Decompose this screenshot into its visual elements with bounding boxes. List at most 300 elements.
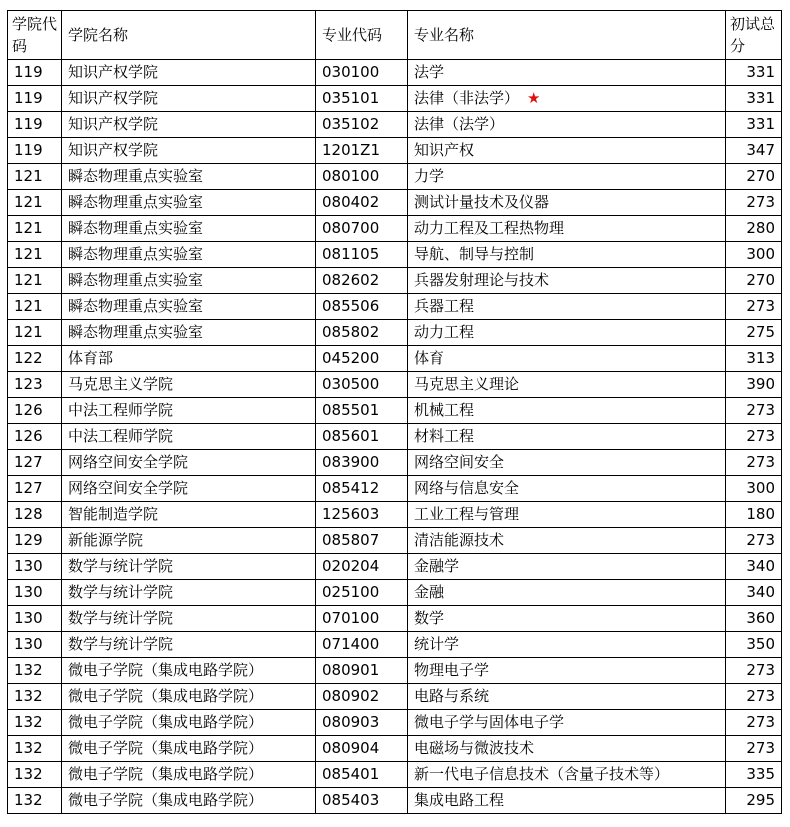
college-code-cell-text: 126 [14, 401, 43, 419]
college-code-cell-text: 132 [14, 739, 43, 757]
major-code-cell-text: 035101 [322, 89, 380, 107]
major-code-cell [316, 398, 408, 424]
major-name-cell-text: 动力工程 [414, 323, 475, 341]
college-name-cell [62, 294, 316, 320]
college-code-cell-text: 119 [14, 115, 43, 133]
major-name-cell [408, 476, 726, 502]
college-name-cell-text: 微电子学院（集成电路学院） [68, 739, 264, 757]
college-code-cell-text: 121 [14, 193, 43, 211]
header-score: 初试总分 [726, 11, 782, 60]
major-code-cell [316, 528, 408, 554]
major-code-cell [316, 216, 408, 242]
major-name-cell [408, 86, 726, 112]
college-code-cell-text: 119 [14, 89, 43, 107]
major-code-cell [316, 138, 408, 164]
major-code-cell [316, 190, 408, 216]
score-cell-text: 331 [746, 115, 775, 133]
score-cell [726, 502, 782, 528]
major-name-cell-text: 马克思主义理论 [414, 375, 520, 393]
table-row [8, 242, 782, 268]
college-name-cell [62, 580, 316, 606]
major-code-cell [316, 762, 408, 788]
major-name-cell-text: 法律（法学） [414, 115, 505, 133]
major-name-cell [408, 164, 726, 190]
college-code-cell [8, 242, 62, 268]
college-name-cell-text: 知识产权学院 [68, 141, 159, 159]
college-name-cell-text: 瞬态物理重点实验室 [68, 297, 204, 315]
major-code-cell [316, 606, 408, 632]
major-code-cell-text: 045200 [322, 349, 380, 367]
major-name-cell-text: 力学 [414, 167, 445, 185]
table-row [8, 502, 782, 528]
college-name-cell [62, 762, 316, 788]
score-cell-text: 273 [746, 297, 775, 315]
major-name-cell [408, 450, 726, 476]
score-cell [726, 684, 782, 710]
major-code-cell-text: 085807 [322, 531, 380, 549]
major-code-cell [316, 476, 408, 502]
major-code-cell-text: 085501 [322, 401, 380, 419]
major-name-cell [408, 632, 726, 658]
major-name-cell [408, 424, 726, 450]
score-cell-text: 347 [746, 141, 775, 159]
major-name-cell-text: 兵器工程 [414, 297, 475, 315]
score-cell [726, 216, 782, 242]
college-name-cell [62, 502, 316, 528]
score-cell [726, 450, 782, 476]
header-college-name: 学院名称 [62, 11, 316, 60]
college-name-cell-text: 瞬态物理重点实验室 [68, 245, 204, 263]
college-name-cell-text: 数学与统计学院 [68, 635, 174, 653]
college-code-cell-text: 123 [14, 375, 43, 393]
major-code-cell-text: 080902 [322, 687, 380, 705]
college-name-cell-text: 数学与统计学院 [68, 583, 174, 601]
major-code-cell-text: 080904 [322, 739, 380, 757]
college-code-cell-text: 127 [14, 453, 43, 471]
college-code-cell-text: 128 [14, 505, 43, 523]
college-code-cell-text: 121 [14, 245, 43, 263]
major-code-cell-text: 030500 [322, 375, 380, 393]
major-name-cell [408, 242, 726, 268]
major-name-cell-text: 电路与系统 [414, 687, 490, 705]
table-row [8, 528, 782, 554]
score-cell [726, 606, 782, 632]
table-row [8, 554, 782, 580]
score-cell [726, 86, 782, 112]
score-cell [726, 294, 782, 320]
major-name-cell [408, 320, 726, 346]
score-cell-text: 340 [746, 557, 775, 575]
college-name-cell-text: 知识产权学院 [68, 63, 159, 81]
major-name-cell-text: 法学 [414, 63, 445, 81]
score-cell-text: 273 [746, 687, 775, 705]
table-row [8, 658, 782, 684]
major-code-cell-text: 083900 [322, 453, 380, 471]
college-name-cell [62, 372, 316, 398]
college-name-cell-text: 网络空间安全学院 [68, 479, 189, 497]
major-name-cell-text: 动力工程及工程热物理 [414, 219, 565, 237]
header-college-code: 学院代码 [8, 11, 62, 60]
major-name-cell [408, 502, 726, 528]
score-cell [726, 528, 782, 554]
college-name-cell [62, 658, 316, 684]
college-name-cell [62, 86, 316, 112]
score-cell [726, 268, 782, 294]
score-cell-text: 273 [746, 713, 775, 731]
college-name-cell-text: 网络空间安全学院 [68, 453, 189, 471]
college-name-cell-text: 瞬态物理重点实验室 [68, 167, 204, 185]
major-code-cell [316, 684, 408, 710]
table-row [8, 788, 782, 814]
table-row [8, 606, 782, 632]
college-code-cell-text: 119 [14, 141, 43, 159]
college-code-cell [8, 476, 62, 502]
college-code-cell-text: 126 [14, 427, 43, 445]
score-cell [726, 736, 782, 762]
major-code-cell [316, 424, 408, 450]
star-icon: ★ [527, 89, 541, 107]
college-name-cell [62, 138, 316, 164]
college-code-cell [8, 606, 62, 632]
major-name-cell-text: 微电子学与固体电子学 [414, 713, 565, 731]
college-code-cell [8, 320, 62, 346]
score-cell [726, 632, 782, 658]
table-row [8, 372, 782, 398]
score-cell [726, 554, 782, 580]
college-code-cell [8, 190, 62, 216]
header-major-code: 专业代码 [316, 11, 408, 60]
major-name-cell [408, 112, 726, 138]
score-cell-text: 295 [746, 791, 775, 809]
college-code-cell-text: 122 [14, 349, 43, 367]
score-cell [726, 164, 782, 190]
table-row [8, 398, 782, 424]
college-name-cell [62, 112, 316, 138]
major-name-cell-text: 导航、制导与控制 [414, 245, 535, 263]
college-code-cell [8, 762, 62, 788]
college-name-cell [62, 268, 316, 294]
college-code-cell [8, 372, 62, 398]
score-cell-text: 350 [746, 635, 775, 653]
score-cell [726, 242, 782, 268]
college-code-cell-text: 121 [14, 219, 43, 237]
major-code-cell-text: 085506 [322, 297, 380, 315]
college-code-cell [8, 294, 62, 320]
major-name-cell-text: 知识产权 [414, 141, 475, 159]
major-name-cell [408, 554, 726, 580]
major-name-cell [408, 528, 726, 554]
major-name-cell [408, 294, 726, 320]
table-row [8, 450, 782, 476]
major-name-cell-text: 工业工程与管理 [414, 505, 520, 523]
major-name-cell [408, 606, 726, 632]
college-code-cell [8, 346, 62, 372]
college-name-cell-text: 微电子学院（集成电路学院） [68, 687, 264, 705]
score-cell-text: 335 [746, 765, 775, 783]
score-cell [726, 762, 782, 788]
major-name-cell-text: 材料工程 [414, 427, 475, 445]
major-name-cell-text: 机械工程 [414, 401, 475, 419]
college-name-cell [62, 346, 316, 372]
college-code-cell-text: 121 [14, 323, 43, 341]
score-cell [726, 476, 782, 502]
college-code-cell [8, 60, 62, 86]
college-name-cell-text: 知识产权学院 [68, 89, 159, 107]
major-name-cell-text: 物理电子学 [414, 661, 490, 679]
college-code-cell [8, 112, 62, 138]
score-cell-text: 340 [746, 583, 775, 601]
score-cell-text: 270 [746, 271, 775, 289]
college-code-cell [8, 86, 62, 112]
college-name-cell-text: 微电子学院（集成电路学院） [68, 765, 264, 783]
college-name-cell [62, 632, 316, 658]
major-name-cell [408, 190, 726, 216]
major-name-cell-text: 网络与信息安全 [414, 479, 520, 497]
college-code-cell [8, 268, 62, 294]
score-cell-text: 331 [746, 63, 775, 81]
major-code-cell [316, 60, 408, 86]
score-cell [726, 346, 782, 372]
major-name-cell-text: 清洁能源技术 [414, 531, 505, 549]
major-code-cell-text: 082602 [322, 271, 380, 289]
college-name-cell [62, 424, 316, 450]
major-code-cell-text: 085412 [322, 479, 380, 497]
major-code-cell-text: 085403 [322, 791, 380, 809]
score-cell-text: 273 [746, 661, 775, 679]
table-row [8, 138, 782, 164]
college-code-cell-text: 130 [14, 583, 43, 601]
major-code-cell-text: 080700 [322, 219, 380, 237]
major-code-cell [316, 294, 408, 320]
major-name-cell [408, 658, 726, 684]
college-code-cell-text: 132 [14, 791, 43, 809]
college-name-cell [62, 684, 316, 710]
college-code-cell [8, 528, 62, 554]
major-name-cell-text: 电磁场与微波技术 [414, 739, 535, 757]
college-code-cell [8, 398, 62, 424]
college-name-cell-text: 体育部 [68, 349, 114, 367]
college-name-cell [62, 476, 316, 502]
score-cell-text: 331 [746, 89, 775, 107]
college-name-cell [62, 736, 316, 762]
table-row [8, 190, 782, 216]
major-code-cell-text: 070100 [322, 609, 380, 627]
score-cell [726, 190, 782, 216]
major-name-cell [408, 372, 726, 398]
score-cell-text: 360 [746, 609, 775, 627]
major-code-cell-text: 035102 [322, 115, 380, 133]
college-code-cell [8, 216, 62, 242]
college-name-cell [62, 554, 316, 580]
college-name-cell-text: 数学与统计学院 [68, 609, 174, 627]
major-code-cell [316, 346, 408, 372]
major-name-cell-text: 金融学 [414, 557, 460, 575]
college-name-cell [62, 710, 316, 736]
college-name-cell-text: 微电子学院（集成电路学院） [68, 713, 264, 731]
score-cell [726, 372, 782, 398]
table-row [8, 112, 782, 138]
college-code-cell [8, 554, 62, 580]
score-cell [726, 710, 782, 736]
college-name-cell-text: 中法工程师学院 [68, 401, 174, 419]
score-cell-text: 273 [746, 453, 775, 471]
major-name-cell [408, 60, 726, 86]
major-code-cell-text: 080402 [322, 193, 380, 211]
table-body [8, 60, 782, 814]
score-table [7, 10, 782, 814]
table-row [8, 762, 782, 788]
major-code-cell-text: 085601 [322, 427, 380, 445]
table-row [8, 424, 782, 450]
score-cell-text: 390 [746, 375, 775, 393]
major-name-cell [408, 736, 726, 762]
score-cell-text: 180 [746, 505, 775, 523]
college-code-cell-text: 121 [14, 271, 43, 289]
college-name-cell-text: 瞬态物理重点实验室 [68, 271, 204, 289]
table-row [8, 294, 782, 320]
table-row [8, 346, 782, 372]
table-row [8, 476, 782, 502]
major-code-cell-text: 071400 [322, 635, 380, 653]
major-name-cell [408, 788, 726, 814]
major-code-cell [316, 112, 408, 138]
major-code-cell-text: 025100 [322, 583, 380, 601]
major-name-cell-text: 数学 [414, 609, 445, 627]
college-name-cell-text: 数学与统计学院 [68, 557, 174, 575]
major-name-cell-text: 统计学 [414, 635, 460, 653]
major-code-cell [316, 580, 408, 606]
college-code-cell-text: 130 [14, 557, 43, 575]
score-cell-text: 300 [746, 245, 775, 263]
college-name-cell [62, 164, 316, 190]
major-name-cell [408, 580, 726, 606]
college-code-cell-text: 132 [14, 765, 43, 783]
header-major-name: 专业名称 [408, 11, 726, 60]
score-cell-text: 273 [746, 739, 775, 757]
college-code-cell [8, 450, 62, 476]
major-code-cell-text: 085401 [322, 765, 380, 783]
score-cell-text: 273 [746, 193, 775, 211]
header-row [8, 11, 782, 60]
table-row [8, 268, 782, 294]
score-cell [726, 112, 782, 138]
college-code-cell [8, 424, 62, 450]
major-name-cell-text: 集成电路工程 [414, 791, 505, 809]
major-name-cell [408, 268, 726, 294]
score-cell [726, 398, 782, 424]
table-row [8, 60, 782, 86]
major-code-cell-text: 085802 [322, 323, 380, 341]
score-cell [726, 138, 782, 164]
score-cell-text: 313 [746, 349, 775, 367]
table-row [8, 684, 782, 710]
major-code-cell-text: 080901 [322, 661, 380, 679]
major-code-cell [316, 242, 408, 268]
table-row [8, 320, 782, 346]
college-name-cell-text: 知识产权学院 [68, 115, 159, 133]
score-cell-text: 280 [746, 219, 775, 237]
major-code-cell [316, 788, 408, 814]
college-name-cell-text: 新能源学院 [68, 531, 144, 549]
major-code-cell [316, 736, 408, 762]
college-code-cell [8, 736, 62, 762]
major-code-cell-text: 080100 [322, 167, 380, 185]
major-code-cell-text: 1201Z1 [322, 141, 380, 159]
major-name-cell [408, 398, 726, 424]
major-code-cell-text: 020204 [322, 557, 380, 575]
college-name-cell-text: 中法工程师学院 [68, 427, 174, 445]
major-code-cell [316, 450, 408, 476]
score-cell [726, 60, 782, 86]
college-name-cell [62, 320, 316, 346]
college-name-cell [62, 242, 316, 268]
college-name-cell-text: 智能制造学院 [68, 505, 159, 523]
college-code-cell [8, 684, 62, 710]
major-code-cell [316, 164, 408, 190]
table-row [8, 86, 782, 112]
score-cell [726, 788, 782, 814]
college-code-cell [8, 580, 62, 606]
major-code-cell-text: 081105 [322, 245, 380, 263]
major-name-cell-text: 网络空间安全 [414, 453, 505, 471]
college-code-cell [8, 788, 62, 814]
major-name-cell [408, 762, 726, 788]
college-code-cell-text: 127 [14, 479, 43, 497]
table-row [8, 164, 782, 190]
table-row [8, 216, 782, 242]
score-cell-text: 275 [746, 323, 775, 341]
score-cell-text: 273 [746, 531, 775, 549]
college-code-cell [8, 710, 62, 736]
college-name-cell [62, 190, 316, 216]
college-name-cell-text: 瞬态物理重点实验室 [68, 323, 204, 341]
college-code-cell [8, 502, 62, 528]
college-name-cell [62, 216, 316, 242]
score-cell [726, 320, 782, 346]
score-cell [726, 658, 782, 684]
college-name-cell-text: 马克思主义学院 [68, 375, 174, 393]
major-code-cell [316, 502, 408, 528]
college-code-cell-text: 129 [14, 531, 43, 549]
score-cell [726, 580, 782, 606]
major-name-cell [408, 216, 726, 242]
college-name-cell [62, 528, 316, 554]
table-header [8, 11, 782, 60]
college-code-cell [8, 658, 62, 684]
major-name-cell-text: 兵器发射理论与技术 [414, 271, 550, 289]
college-code-cell-text: 119 [14, 63, 43, 81]
college-code-cell [8, 164, 62, 190]
college-code-cell [8, 138, 62, 164]
college-code-cell-text: 121 [14, 167, 43, 185]
score-cell-text: 273 [746, 401, 775, 419]
college-name-cell-text: 瞬态物理重点实验室 [68, 219, 204, 237]
college-name-cell-text: 瞬态物理重点实验室 [68, 193, 204, 211]
college-code-cell-text: 132 [14, 713, 43, 731]
college-code-cell-text: 132 [14, 687, 43, 705]
major-name-cell [408, 710, 726, 736]
major-code-cell [316, 86, 408, 112]
table-row [8, 736, 782, 762]
college-code-cell [8, 632, 62, 658]
major-name-cell [408, 346, 726, 372]
college-name-cell [62, 398, 316, 424]
major-code-cell-text: 030100 [322, 63, 380, 81]
college-name-cell [62, 606, 316, 632]
major-code-cell [316, 372, 408, 398]
major-name-cell-text: 测试计量技术及仪器 [414, 193, 550, 211]
college-code-cell-text: 132 [14, 661, 43, 679]
